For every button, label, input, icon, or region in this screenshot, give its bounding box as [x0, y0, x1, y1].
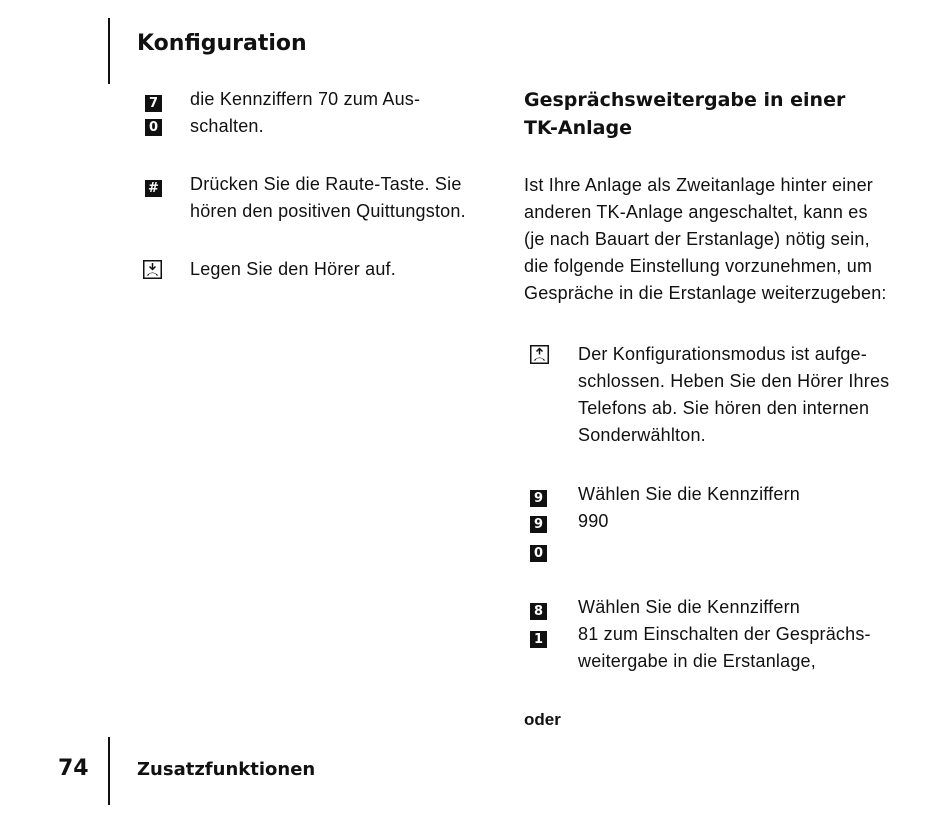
header-rule [108, 18, 110, 84]
oder-label: oder [524, 710, 561, 729]
handset-hang-up-icon [143, 260, 162, 279]
key-0-icon: 0 [145, 119, 162, 136]
page-title: Konfiguration [137, 31, 307, 56]
step-text: Drücken Sie die Raute-Taste. Sie hören den positiven Quittungston. [190, 174, 466, 221]
key-9-icon: 9 [530, 490, 547, 507]
handset-lift-icon [530, 345, 549, 364]
key-0-icon: 0 [530, 545, 547, 562]
key-9-icon: 9 [530, 516, 547, 533]
step-text: Legen Sie den Hörer auf. [190, 259, 396, 279]
intro-paragraph: Ist Ihre Anlage als Zweitanlage hinter einer anderen TK-Anlage angeschaltet, kann es (je nach Bauart der Erstanlage) nötig sein, die folgende Einstellung vorzunehmen, um Gespräche in die Erstanlage weiterzugeben: [524, 175, 887, 303]
footer-section-label: Zusatzfunktionen [137, 759, 316, 780]
step-text: Der Konfigurationsmodus ist aufge- schlossen. Heben Sie den Hörer Ihres Telefons ab. Sie hören den internen Sonderwählton. [578, 344, 890, 445]
key-7-icon: 7 [145, 95, 162, 112]
key-8-icon: 8 [530, 603, 547, 620]
section-heading: Gesprächsweitergabe in einer TK-Anlage [524, 89, 846, 139]
step-text: die Kennziffern 70 zum Aus- schalten. [190, 89, 421, 136]
step-text: Wählen Sie die Kennziffern 990 [578, 484, 800, 531]
key-1-icon: 1 [530, 631, 547, 648]
footer-rule [108, 737, 110, 805]
key-hash-icon: # [145, 180, 162, 197]
step-text: Wählen Sie die Kennziffern 81 zum Einschalten der Gesprächs- weitergabe in die Erstanlage, [578, 597, 871, 671]
page-number: 74 [58, 756, 89, 781]
